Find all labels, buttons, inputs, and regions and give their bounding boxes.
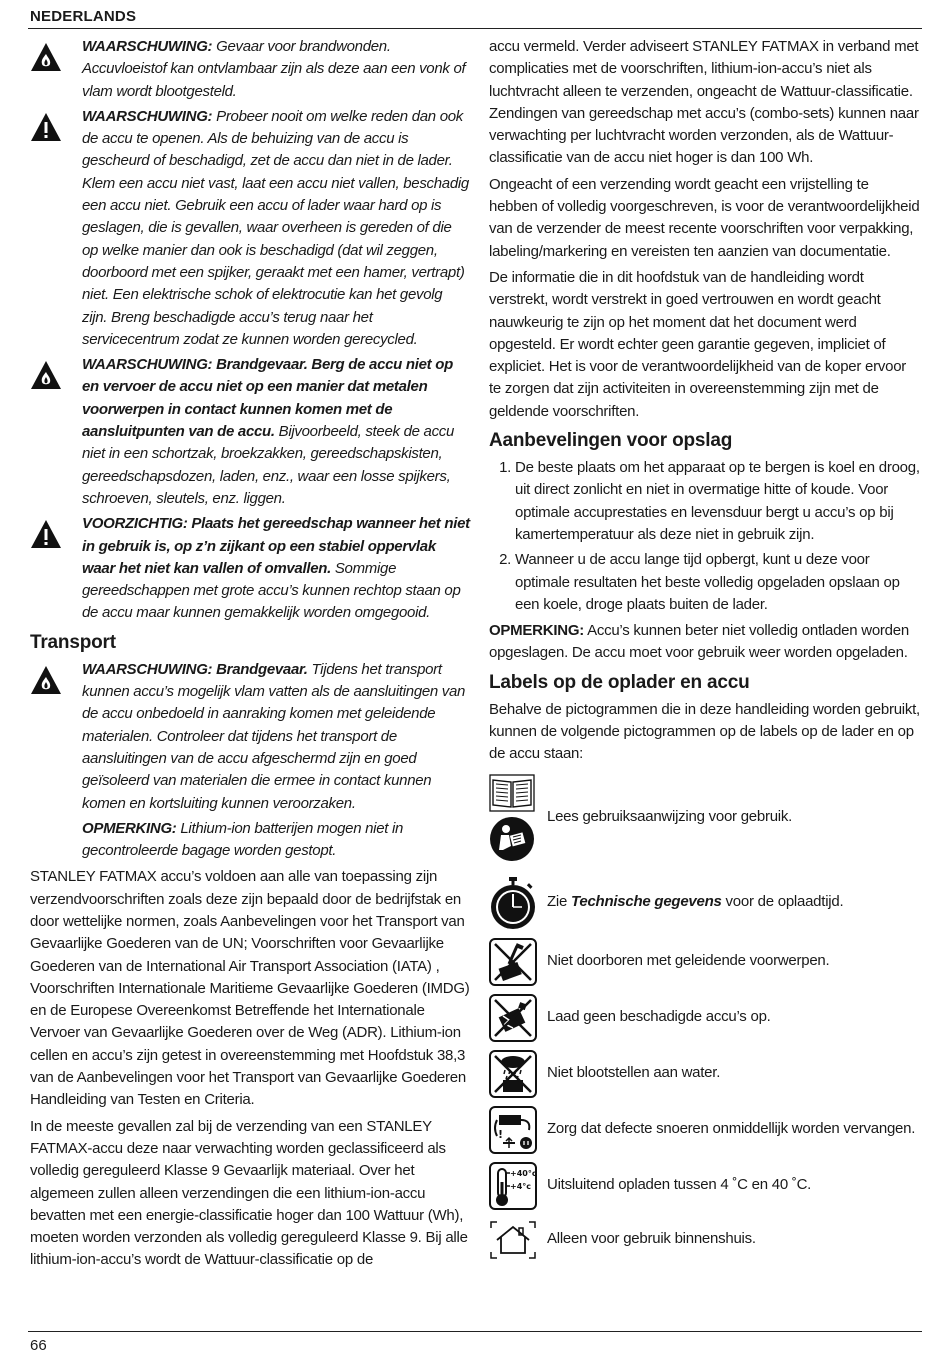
fire-warning-icon bbox=[30, 42, 62, 72]
fire-warning-icon bbox=[30, 360, 62, 390]
caution-placement-text: VOORZICHTIG: Plaats het gereedschap wanneer het niet in gebruik is, op z’n zijkant op een stabiel oppervlak waar het niet kan vallen of omvallen. Sommige gereedschappen met grote accu’s kunnen rechtop staan op de accu maar kunnen gemakkelijk worden omgegooid. bbox=[82, 515, 470, 622]
note-storage: OPMERKING: Accu’s kunnen beter niet volledig ontladen worden opgeslagen. De accu moet voor gebruik weer worden opgeladen. bbox=[489, 622, 909, 662]
warning-burn-text: WAARSCHUWING: Gevaar voor brandwonden. Accuvloeistof kan ontvlambaar zijn als deze aan een vonk of vlam wordt blootgesteld. bbox=[82, 38, 466, 100]
caution-placement bbox=[30, 513, 470, 624]
label-charge-time-text: Zie Technische gegevens voor de oplaadtijd. bbox=[547, 893, 844, 911]
paragraph-classification: In de meeste gevallen zal bij de verzending van een STANLEY FATMAX-accu deze naar verwachting worden geclassificeerd als volledig gereguleerd Klasse 9 Gevaarlijk materiaal. Over het algemeen zullen alleen verzendingen die een lithium-ion-accu bevatten met een energie-classificatie hoger dan 100 Wattuur (Wh), moeten worden verzonden als volledig gereguleerd Klasse 9. Bij alle lithium-ion-accu’s wordt de Wattuur-classificatie op de bbox=[30, 1117, 468, 1269]
label-replace-cords bbox=[489, 1106, 921, 1154]
storage-item: 1. De beste plaats om het apparaat op te bergen is koel en droog, uit direct zonlicht en niet in overmatige hitte of koude. Voor optimale accuprestaties en levensduur bergt u accu’s op bij kamertemperatuur als deze niet in gebruik zijn. bbox=[515, 457, 921, 546]
label-no-pierce bbox=[489, 938, 921, 986]
left-column bbox=[30, 36, 470, 1276]
warning-transport-text: WAARSCHUWING: Brandgevaar. Tijdens het transport kunnen accu’s mogelijk vlam vatten als de aansluitingen van de accu onbedoeld in aanraking komen met geleidende materialen. Controleer dat tijdens het transport de aansluitingen van de accu afgeschermd zijn en goed geïsoleerd van materialen die ermee in contact kunnen komen en kortsluiting kunnen veroorzaken. bbox=[82, 660, 466, 812]
storage-heading: Aanbevelingen voor opslag bbox=[489, 430, 733, 452]
label-indoor-only-text: Alleen voor gebruik binnenshuis. bbox=[547, 1230, 756, 1248]
page-number: 66 bbox=[30, 1337, 47, 1354]
storage-list bbox=[489, 457, 921, 616]
warning-open bbox=[30, 106, 470, 351]
warning-transport bbox=[30, 659, 470, 815]
note-baggage: OPMERKING: Lithium-ion batterijen mogen niet in gecontroleerde bagage worden gestopt. bbox=[82, 819, 404, 860]
label-no-water bbox=[489, 1050, 921, 1098]
no-pierce-icon bbox=[489, 938, 537, 986]
label-indoor-only bbox=[489, 1220, 921, 1260]
label-no-water-text: Niet blootstellen aan water. bbox=[547, 1064, 721, 1082]
top-divider bbox=[28, 28, 922, 29]
stopwatch-icon bbox=[489, 876, 537, 930]
label-read-manual bbox=[489, 774, 921, 862]
right-column bbox=[489, 36, 921, 1264]
svg-text:+40°c: +40°c bbox=[510, 1168, 537, 1178]
indoor-house-icon bbox=[489, 1220, 537, 1260]
label-replace-cords-text: Zorg dat defecte snoeren onmiddellijk worden vervangen. bbox=[547, 1120, 916, 1138]
label-no-damaged bbox=[489, 994, 921, 1042]
paragraph-regulations: STANLEY FATMAX accu’s voldoen aan alle van toepassing zijn verzendvoorschriften zoals deze zijn bepaald door de bedrijfstak en door wettelijke normen, zoals Aanbevelingen voor het Transport van Gevaarlijke Goederen van de UN; Voorschriften voor Gevaarlijke Goederen van de International Air Transport Association (IATA) , Voorschriften Internationale Maritieme Gevaarlijke Goederen (IMDG) en de Europese Overeenkomst Betreffende het Internationale Vervoer van Gevaarlijke Goederen over de Weg (ADR). Lithium-ion cellen en accu’s zijn getest in overeenstemming met Hoofdstuk 38,3 van de Aanbevelingen voor het Transport van Gevaarlijke Goederen Handleiding van Testen en Criteria. bbox=[30, 868, 470, 1109]
label-no-damaged-text: Laad geen beschadigde accu’s op. bbox=[547, 1008, 771, 1026]
exclamation-warning-icon bbox=[30, 519, 62, 549]
warning-burn bbox=[30, 36, 470, 103]
label-read-manual-text: Lees gebruiksaanwijzing voor gebruik. bbox=[547, 808, 793, 826]
warning-open-text: WAARSCHUWING: Probeer nooit om welke reden dan ook de accu te openen. Als de behuizing van de accu is gescheurd of beschadigd, zet de accu dan niet in de lader. Klem een accu niet vast, laat een accu niet vallen, beschadig een accu niet. Gebruik een accu of lader waar hard op is geslagen, die is gevallen, waar overheen is gereden of die op welke manier dan ook is beschadigd (dat wil zeggen, doorboord met een spijker, geraakt met een hamer, vertrapt) niet. Een elektrische schok of elektrocutie kan het gevolg zijn. Breng beschadigde accu’s terug naar het servicecentrum zodat ze kunnen worden gerecycled. bbox=[82, 107, 469, 348]
read-manual-person-icon bbox=[489, 816, 535, 862]
paragraph-responsibility: Ongeacht of een verzending wordt geacht een vrijstelling te hebben of volledig voorgeschreven, is voor de verantwoordelijkheid van de verzender de meest recente voorschriften voor verpakking, labeling/markering en vereisten ten aanzien van documentatie. bbox=[489, 175, 920, 260]
fire-warning-icon bbox=[30, 665, 62, 695]
defective-cord-icon bbox=[489, 1106, 537, 1154]
bottom-divider bbox=[28, 1331, 922, 1332]
label-temperature-text: Uitsluitend opladen tussen 4 ˚C en 40 ˚C. bbox=[547, 1176, 812, 1194]
warning-fire-storage bbox=[30, 354, 470, 510]
labels-heading: Labels op de oplader en accu bbox=[489, 671, 750, 693]
damaged-battery-icon bbox=[489, 994, 537, 1042]
paragraph-air-freight: accu vermeld. Verder adviseert STANLEY FATMAX in verband met complicaties met de voorschriften, lithium-ion-accu’s niet als luchtvracht alleen te verzenden, ongeacht de Wattuur-classificatie. Zendingen van gereedschap met accu’s (combo-sets) kunnen naar verwachting per luchtvracht worden verzonden, als de Wattuur-classificatie van de accu niet hoger is dan 100 Wh. bbox=[489, 38, 919, 167]
language-header: NEDERLANDS bbox=[30, 8, 137, 25]
thermometer-icon bbox=[489, 1162, 537, 1210]
transport-heading: Transport bbox=[30, 631, 116, 653]
paragraph-disclaimer: De informatie die in dit hoofdstuk van de handleiding wordt verstrekt, wordt verstrekt in goed vertrouwen en wordt geacht nauwkeurig te zijn op het moment dat het document werd opgesteld. Er wordt echter geen garantie gegeven, impliciet of expliciet. Het is voor de verantwoordelijkheid van de koper ervoor te zorgen dat zijn activiteiten in overeenstemming zijn met de geldende voorschriften. bbox=[489, 268, 907, 420]
open-book-icon bbox=[489, 774, 535, 812]
no-water-icon bbox=[489, 1050, 537, 1098]
labels-intro: Behalve de pictogrammen die in deze handleiding worden gebruikt, kunnen de volgende pictogrammen op de labels op de lader en op de accu staan: bbox=[489, 700, 920, 763]
exclamation-warning-icon bbox=[30, 112, 62, 142]
warning-fire-storage-text: WAARSCHUWING: Brandgevaar. Berg de accu niet op en vervoer de accu niet op een manier dat metalen voorwerpen in contact kunnen komen met de aansluitpunten van de accu. Bijvoorbeeld, steek de accu niet in een schortzak, broekzakken, gereedschapskisten, gereedschapsdozen, laden, enz., waar een losse spijkers, schroeven, sleutels, enz. liggen. bbox=[82, 356, 455, 507]
svg-text:!: ! bbox=[498, 1127, 504, 1141]
label-temperature bbox=[489, 1162, 921, 1210]
label-no-pierce-text: Niet doorboren met geleidende voorwerpen. bbox=[547, 952, 830, 970]
storage-item: 2. Wanneer u de accu lange tijd opbergt, kunt u deze voor optimale resultaten het beste volledig opgeladen opslaan op een koele, droge plaats buiten de lader. bbox=[515, 549, 921, 616]
svg-text:+4°c: +4°c bbox=[510, 1181, 532, 1191]
label-charge-time bbox=[489, 876, 921, 930]
